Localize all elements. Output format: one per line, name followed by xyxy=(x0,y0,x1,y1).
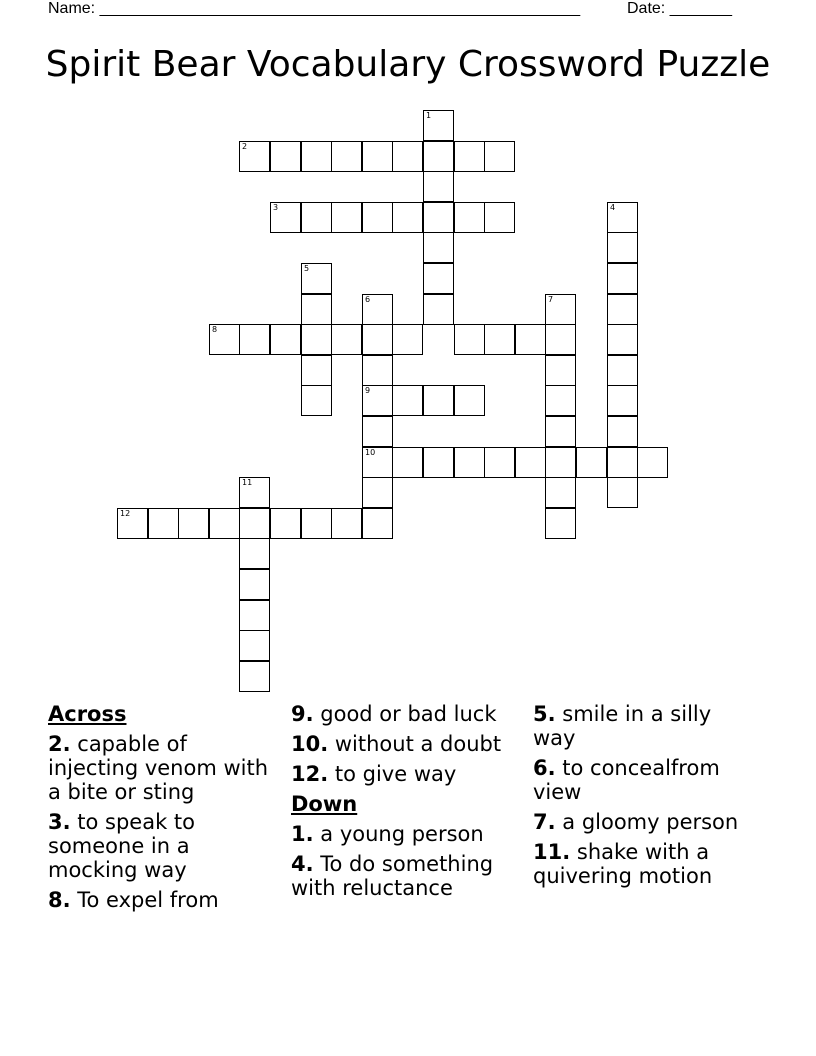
crossword-cell[interactable] xyxy=(423,294,454,325)
crossword-cell[interactable] xyxy=(117,508,148,539)
crossword-cell[interactable] xyxy=(607,263,638,294)
crossword-cell[interactable] xyxy=(239,661,270,692)
crossword-cell[interactable] xyxy=(607,416,638,447)
crossword-cell[interactable] xyxy=(178,508,209,539)
clue-across-9: 9. good or bad luck xyxy=(291,702,497,726)
date-field-label: Date: _______ xyxy=(627,0,732,17)
crossword-cell[interactable] xyxy=(423,385,454,416)
crossword-cell[interactable] xyxy=(362,508,393,539)
clue-down-7: 7. a gloomy person xyxy=(533,810,739,834)
crossword-cell[interactable] xyxy=(423,202,454,233)
clues-column-3 xyxy=(533,702,753,894)
crossword-cell[interactable] xyxy=(301,324,332,355)
clue-across-2: 2. capable of injecting venom with a bite or sting xyxy=(48,732,269,804)
clue-number-label: 10 xyxy=(365,448,376,457)
crossword-cell[interactable] xyxy=(484,324,515,355)
crossword-cell[interactable] xyxy=(239,324,270,355)
crossword-cell[interactable] xyxy=(454,141,485,172)
crossword-cell[interactable] xyxy=(545,447,576,478)
crossword-cell[interactable] xyxy=(331,324,362,355)
crossword-cell[interactable] xyxy=(607,447,638,478)
crossword-cell[interactable] xyxy=(454,385,485,416)
clue-number-label: 6 xyxy=(365,295,371,304)
crossword-cell[interactable] xyxy=(331,202,362,233)
crossword-cell[interactable] xyxy=(270,202,301,233)
crossword-cell[interactable] xyxy=(301,355,332,386)
crossword-cell[interactable] xyxy=(392,324,423,355)
crossword-cell[interactable] xyxy=(484,141,515,172)
crossword-cell[interactable] xyxy=(392,202,423,233)
crossword-cell[interactable] xyxy=(392,141,423,172)
clue-across-3: 3. to speak to someone in a mocking way xyxy=(48,810,196,882)
clue-number-label: 2 xyxy=(242,142,248,151)
clue-across-10: 10. without a doubt xyxy=(291,732,502,756)
crossword-cell[interactable] xyxy=(607,202,638,233)
crossword-cell[interactable] xyxy=(362,416,393,447)
crossword-cell[interactable] xyxy=(545,385,576,416)
crossword-cell[interactable] xyxy=(362,385,393,416)
crossword-cell[interactable] xyxy=(423,110,454,141)
crossword-cell[interactable] xyxy=(484,202,515,233)
clue-across-12: 12. to give way xyxy=(291,762,457,786)
crossword-cell[interactable] xyxy=(545,324,576,355)
crossword-cell[interactable] xyxy=(515,447,546,478)
crossword-cell[interactable] xyxy=(392,447,423,478)
clue-number-label: 12 xyxy=(120,509,131,518)
crossword-cell[interactable] xyxy=(607,355,638,386)
crossword-cell[interactable] xyxy=(301,508,332,539)
crossword-cell[interactable] xyxy=(423,171,454,202)
crossword-cell[interactable] xyxy=(607,324,638,355)
crossword-cell[interactable] xyxy=(637,447,668,478)
crossword-cell[interactable] xyxy=(362,324,393,355)
crossword-cell[interactable] xyxy=(239,600,270,631)
crossword-cell[interactable] xyxy=(484,447,515,478)
crossword-cell[interactable] xyxy=(331,141,362,172)
clue-across-8: 8. To expel from xyxy=(48,888,219,912)
crossword-cell[interactable] xyxy=(362,447,393,478)
clue-down-1: 1. a young person xyxy=(291,822,484,846)
crossword-cell[interactable] xyxy=(545,294,576,325)
crossword-cell[interactable] xyxy=(239,538,270,569)
crossword-cell[interactable] xyxy=(545,416,576,447)
crossword-cell[interactable] xyxy=(270,508,301,539)
crossword-cell[interactable] xyxy=(148,508,179,539)
crossword-cell[interactable] xyxy=(545,508,576,539)
clue-down-5: 5. smile in a silly way xyxy=(533,702,712,750)
crossword-cell[interactable] xyxy=(209,324,240,355)
crossword-cell[interactable] xyxy=(239,508,270,539)
crossword-cell[interactable] xyxy=(301,141,332,172)
crossword-cell[interactable] xyxy=(270,141,301,172)
crossword-cell[interactable] xyxy=(362,202,393,233)
crossword-cell[interactable] xyxy=(607,385,638,416)
crossword-cell[interactable] xyxy=(301,385,332,416)
page-title: Spirit Bear Vocabulary Crossword Puzzle xyxy=(45,44,771,85)
clue-number-label: 9 xyxy=(365,386,371,395)
clue-down-6: 6. to concealfrom view xyxy=(533,756,720,804)
crossword-cell[interactable] xyxy=(270,324,301,355)
crossword-cell[interactable] xyxy=(454,447,485,478)
clues-column-1 xyxy=(48,702,273,918)
crossword-cell[interactable] xyxy=(209,508,240,539)
crossword-cell[interactable] xyxy=(454,202,485,233)
down-heading: Down xyxy=(291,792,358,816)
clue-number-label: 8 xyxy=(212,325,218,334)
crossword-cell[interactable] xyxy=(362,355,393,386)
crossword-cell[interactable] xyxy=(301,202,332,233)
crossword-cell[interactable] xyxy=(423,447,454,478)
crossword-cell[interactable] xyxy=(239,630,270,661)
crossword-cell[interactable] xyxy=(545,477,576,508)
crossword-cell[interactable] xyxy=(423,232,454,263)
crossword-cell[interactable] xyxy=(515,324,546,355)
crossword-cell[interactable] xyxy=(362,294,393,325)
crossword-cell[interactable] xyxy=(607,477,638,508)
crossword-cell[interactable] xyxy=(301,294,332,325)
crossword-cell[interactable] xyxy=(362,477,393,508)
clue-number-label: 1 xyxy=(426,111,432,120)
name-field-label: Name: ______________________________________________________ xyxy=(48,0,581,17)
crossword-cell[interactable] xyxy=(454,324,485,355)
clue-number-label: 3 xyxy=(273,203,279,212)
clue-down-4: 4. To do something with reluctance xyxy=(291,852,494,900)
crossword-cell[interactable] xyxy=(392,385,423,416)
crossword-cell[interactable] xyxy=(423,263,454,294)
crossword-cell[interactable] xyxy=(239,569,270,600)
crossword-cell[interactable] xyxy=(239,477,270,508)
crossword-cell[interactable] xyxy=(239,141,270,172)
clue-number-label: 5 xyxy=(304,264,310,273)
clue-number-label: 11 xyxy=(242,478,253,487)
crossword-cell[interactable] xyxy=(607,294,638,325)
clue-number-label: 7 xyxy=(548,295,554,304)
crossword-cell[interactable] xyxy=(331,508,362,539)
crossword-cell[interactable] xyxy=(301,263,332,294)
crossword-cell[interactable] xyxy=(423,141,454,172)
clues-column-2 xyxy=(291,702,521,906)
crossword-cell[interactable] xyxy=(576,447,607,478)
crossword-cell[interactable] xyxy=(545,355,576,386)
clue-down-11: 11. shake with a quivering motion xyxy=(533,840,713,888)
crossword-cell[interactable] xyxy=(362,141,393,172)
across-heading: Across xyxy=(48,702,127,726)
crossword-cell[interactable] xyxy=(607,232,638,263)
clue-number-label: 4 xyxy=(610,203,616,212)
